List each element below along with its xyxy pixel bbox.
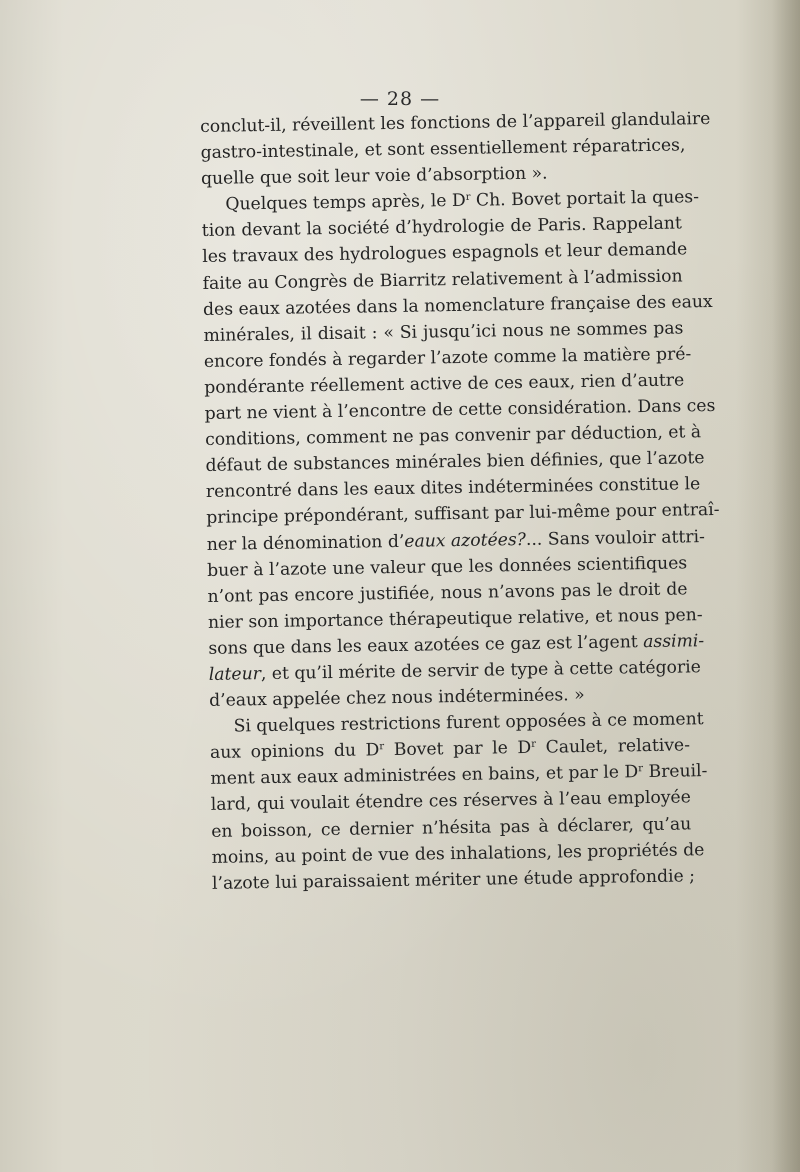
body-text (200, 106, 720, 896)
text-segment: ment aux eaux administrées en bains, et par le D (210, 762, 639, 790)
text-segment: quelle que soit leur voie d’absorption ». (200, 163, 548, 190)
superscript: r (379, 741, 385, 753)
superscript: r (638, 763, 644, 775)
text-segment: aux opinions du D (209, 740, 380, 764)
text-segment: les travaux des hydrologues espagnols et leur demande (202, 239, 688, 268)
text-segment: moins, au point de vue des inhalations, les propriétés de (211, 839, 705, 868)
text-segment: conclut-il, réveillent les fonctions de l’appareil glandulaire (200, 108, 711, 137)
text-segment: n’ont pas encore justifiée, nous n’avons pas le droit de (207, 579, 688, 607)
text-segment: en boisson, ce dernier n’hésita pas à déclarer, qu’au (211, 813, 692, 842)
italic-text: eaux azotées? (404, 529, 527, 552)
text-segment: Si quelques restrictions furent opposées à ce moment (233, 709, 704, 737)
text-segment: encore fondés à regarder l’azote comme la matière pré- (203, 344, 692, 372)
text-segment: défaut de substances minérales bien définies, que l’azote (205, 448, 705, 477)
text-segment: d’eaux appelée chez nous indéterminées. » (209, 685, 585, 711)
text-segment: Bovet par le D (383, 738, 532, 761)
text-segment: faite au Congrès de Biarritz relativement à l’admission (202, 266, 683, 294)
text-segment: ner la dénomination d’ (206, 531, 405, 555)
text-segment: nier son importance thérapeutique relative, et nous pen- (207, 604, 703, 633)
text-segment: minérales, il disait : « Si jusqu’ici nous ne sommes pas (203, 318, 684, 346)
text-segment: part ne vient à l’encontre de cette considération. Dans ces (204, 395, 716, 424)
text-segment: Ch. Bovet portait la ques- (470, 187, 700, 212)
page-number: — 28 — (359, 88, 441, 110)
text-segment: gastro-intestinale, et sont essentiellement réparatrices, (200, 135, 686, 164)
text-segment: buer à l’azote une valeur que les données scientifiques (207, 552, 688, 581)
text-segment: Quelques temps après, le D (225, 191, 466, 215)
page-edge-shadow (772, 0, 800, 1172)
text-segment: , et qu’il mérite de servir de type à cette catégorie (260, 657, 701, 685)
text-segment: Breuil- (642, 761, 708, 783)
superscript: r (465, 192, 471, 204)
text-segment: ... Sans vouloir attri- (525, 526, 706, 550)
text-segment: lard, qui voulait étendre ces réserves à l’eau employée (210, 787, 691, 816)
text-segment: l’azote lui paraissaient mériter une étude approfondie ; (211, 866, 696, 894)
text-segment: tion devant la société d’hydrologie de Paris. Rappelant (201, 213, 682, 242)
text-segment: conditions, comment ne pas convenir par déduction, et à (204, 422, 702, 451)
text-segment: sons que dans les eaux azotées ce gaz est l’agent (208, 631, 644, 659)
text-segment: rencontré dans les eaux dites indéterminées constitue le (205, 474, 701, 503)
italic-text: assimi- (643, 631, 705, 652)
text-segment: principe prépondérant, suffisant par lui-même pour entraî- (206, 500, 720, 529)
text-segment: pondérante réellement active de ces eaux, rien d’autre (204, 370, 685, 398)
text-segment: Caulet, relative- (535, 735, 691, 759)
italic-text: lateur (208, 664, 262, 685)
text-segment: des eaux azotées dans la nomenclature française des eaux (202, 291, 713, 320)
superscript: r (531, 739, 537, 751)
